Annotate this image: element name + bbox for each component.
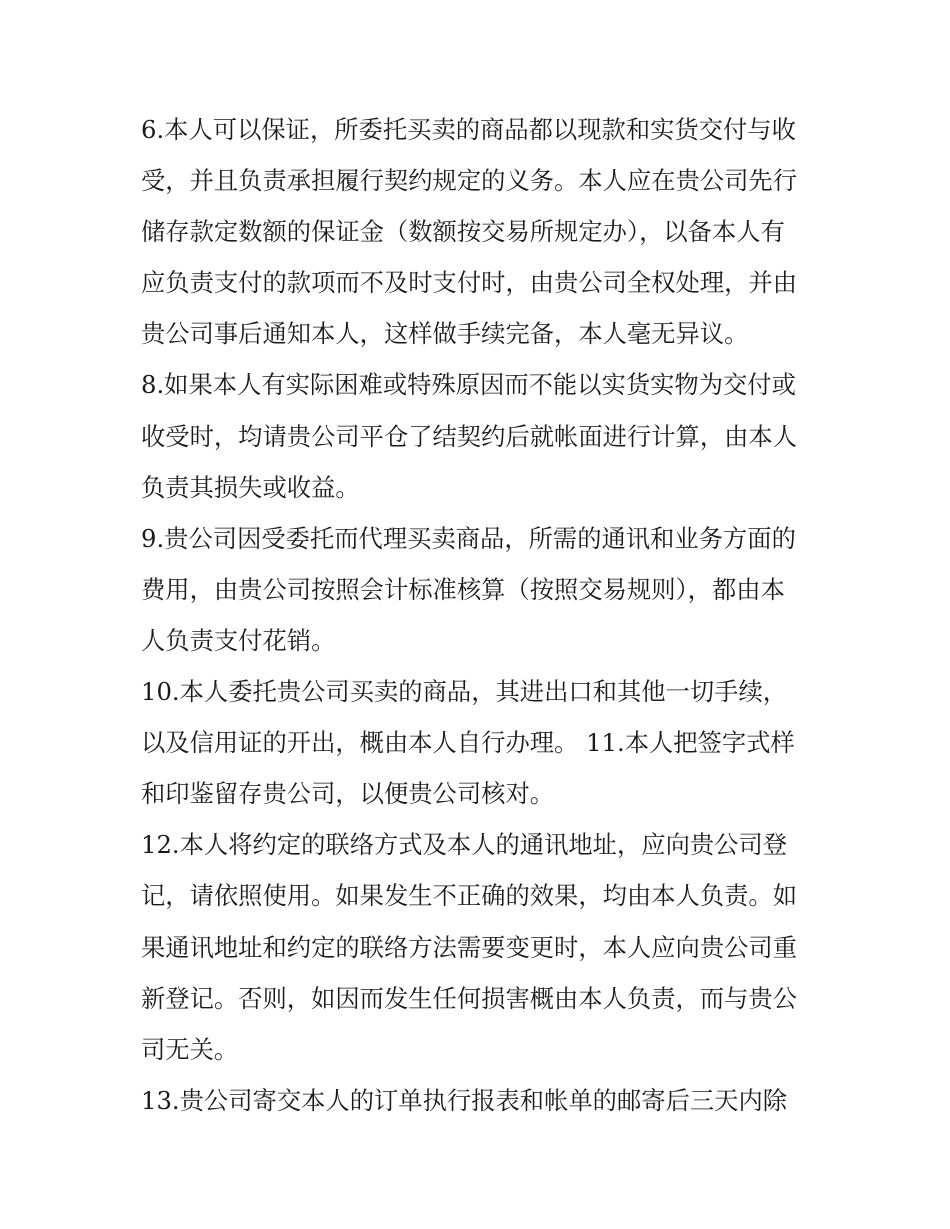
text-line: 果通讯地址和约定的联络方法需要变更时，本人应向贵公司重 [141,932,798,962]
text-line: 12.本人将约定的联络方式及本人的通讯地址，应向贵公司登 [141,830,788,860]
text-line: 人负责支付花销。 [141,625,336,655]
text-line: 9.贵公司因受委托而代理买卖商品，所需的通讯和业务方面的 [141,523,796,553]
text-line: 8.如果本人有实际困难或特殊原因而不能以实货实物为交付或 [141,370,796,400]
text-line: 13.贵公司寄交本人的订单执行报表和帐单的邮寄后三天内除 [141,1085,788,1115]
text-line: 司无关。 [141,1034,239,1064]
text-line: 费用，由贵公司按照会计标准核算（按照交易规则），都由本 [141,574,785,604]
text-line: 负责其损失或收益。 [141,472,360,502]
text-line: 贵公司事后通知本人，这样做手续完备，本人毫无异议。 [141,319,749,349]
text-line: 收受时，均请贵公司平仓了结契约后就帐面进行计算，由本人 [141,421,798,451]
text-line: 受，并且负责承担履行契约规定的义务。本人应在贵公司先行 [141,166,798,196]
text-line: 新登记。否则，如因而发生任何损害概由本人负责，而与贵公 [141,983,798,1013]
text-line: 记，请依照使用。如果发生不正确的效果，均由本人负责。如 [141,881,798,911]
text-line: 和印鉴留存贵公司，以便贵公司核对。 [141,779,555,809]
text-line: 以及信用证的开出，概由本人自行办理。 11.本人把签字式样 [141,728,795,758]
text-line: 10.本人委托贵公司买卖的商品，其进出口和其他一切手续， [141,677,788,707]
text-line: 6.本人可以保证，所委托买卖的商品都以现款和实货交付与收 [141,115,796,144]
text-line: 储存款定数额的保证金（数额按交易所规定办），以备本人有 [141,217,785,247]
document-body [141,104,813,1126]
text-line: 应负责支付的款项而不及时支付时，由贵公司全权处理，并由 [141,268,798,298]
